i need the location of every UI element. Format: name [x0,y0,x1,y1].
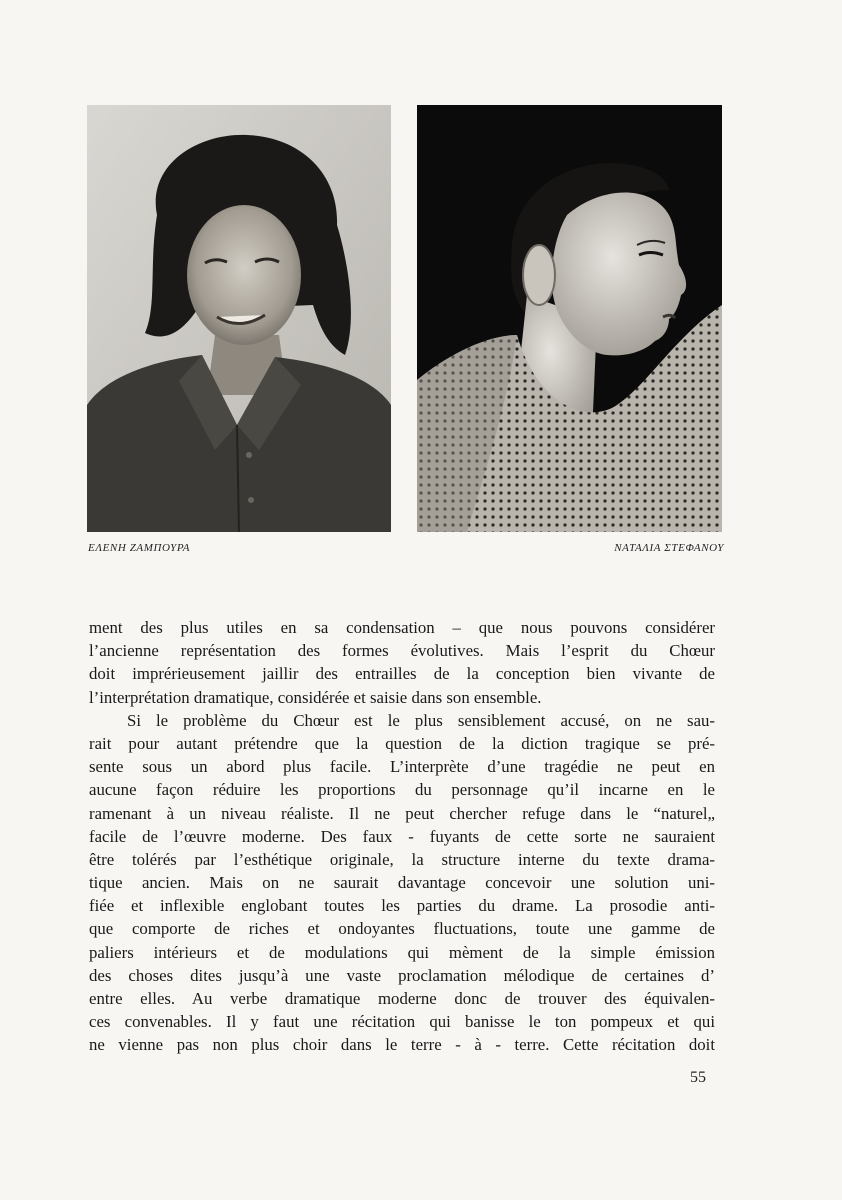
text-line: ment des plus utiles en sa condensation – que nous pouvons considérer [89,618,715,637]
body-paragraphs [89,616,715,1057]
portrait-photo-left [87,105,391,532]
page-number: 55 [690,1069,706,1086]
photo-caption-left: ΕΛΕΝΗ ΖΑΜΠΟΥΡΑ [88,542,191,554]
portrait-image [87,105,391,532]
text-line: fiée et inflexible englobant toutes les parties du drame. La prosodie anti- [89,896,715,916]
text-line: l’ancienne représentation des formes évolutives. Mais l’esprit du Chœur [89,641,715,661]
text-line: facile de l’œuvre moderne. Des faux - fuyants de cette sorte ne sauraient [89,826,715,846]
text-line: doit imprérieusement jaillir des entrailles de la conception bien vivante de [89,664,715,684]
text-line: l’interprétation dramatique, considérée et saisie dans son ensemble. [89,687,542,707]
profile-image [417,105,722,532]
text-line: être tolérés par l’esthétique originale, la structure interne du texte drama- [89,849,715,869]
text-line: ces convenables. Il y faut une récitation qui banisse le ton pompeux et qui [89,1012,715,1032]
text-line: tique ancien. Mais on ne saurait davantage concevoir une solution uni- [89,873,715,893]
text-line: sente sous un abord plus facile. L’interprète d’une tragédie ne peut en [89,757,715,777]
text-line: paliers intérieurs et de modulations qui mèment de la simple émission [89,942,715,962]
text-line: ne vienne pas non plus choir dans le terre - à - terre. Cette récitation doit [89,1035,715,1055]
text-line: ramenant à un niveau réaliste. Il ne peut chercher refuge dans le “naturel„ [89,803,715,823]
photo-caption-right: ΝΑΤΑΛΙΑ ΣΤΕΦΑΝΟΥ [614,542,724,554]
text-line: des choses dites jusqu’à une vaste proclamation mélodique de certaines d’ [89,965,715,985]
portrait-photo-right [417,105,722,532]
text-line: aucune façon réduire les proportions du personnage qu’il incarne en le [89,780,715,800]
text-line: rait pour autant prétendre que la question de la diction tragique se pré- [89,733,715,753]
text-line: Si le problème du Chœur est le plus sensiblement accusé, on ne sau- [127,710,715,730]
text-line: que comporte de riches et ondoyantes fluctuations, toute une gamme de [89,919,715,939]
text-line: entre elles. Au verbe dramatique moderne donc de trouver des équivalen- [89,989,715,1008]
